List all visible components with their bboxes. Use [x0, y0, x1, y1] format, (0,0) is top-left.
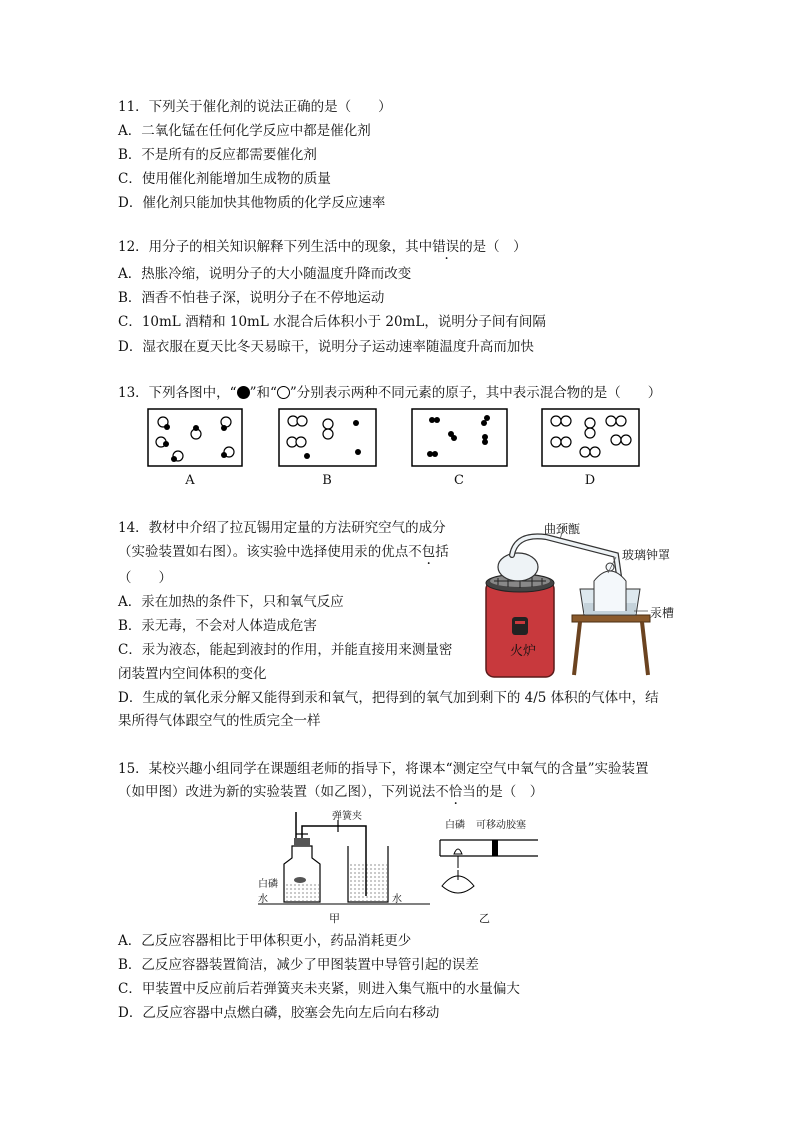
- retort-label: 曲颈甑: [544, 522, 581, 536]
- q15-stem-line1: 15．某校兴趣小组同学在课题组老师的指导下，将课本“测定空气中氧气的含量”实验装置: [118, 761, 649, 777]
- q11-stem: 11．下列关于催化剂的说法正确的是（ ）: [118, 99, 392, 115]
- q11-option-c: C．使用催化剂能增加生成物的质量: [118, 171, 331, 187]
- q13-stem: 13．下列各图中，“ ”和“ ”分别表示两种不同元素的原子，其中表示混合物的是（ ）: [118, 385, 662, 401]
- q11-option-d: D．催化剂只能加快其他物质的化学反应速率: [118, 195, 386, 211]
- q14-option-a: A．汞在加热的条件下，只和氧气反应: [118, 594, 344, 610]
- diagram-a-label: A: [185, 473, 195, 488]
- q14-stem-line2: （实验装置如右图）。该实验中选择使用汞的优点不包括: [118, 544, 449, 560]
- q11-option-a: A．二氧化锰在任何化学反应中都是催化剂: [118, 123, 371, 139]
- furnace: [486, 574, 554, 677]
- q15-option-b: B．乙反应容器装置简洁，减少了甲图装置中导管引起的误差: [118, 957, 479, 973]
- mercury-trough-label: 汞槽: [650, 606, 675, 620]
- q15-stem-line2: （如甲图）改进为新的实验装置（如乙图），下列说法不恰当的是（ ）: [118, 784, 544, 800]
- q12-option-a: A．热胀冷缩，说明分子的大小随温度升降而改变: [118, 266, 412, 282]
- diagram-d-label: D: [584, 473, 596, 488]
- diagram-c: [412, 409, 507, 466]
- bell-jar-label: 玻璃钟罩: [622, 548, 671, 562]
- q14-emphasis: 不包括: [408, 544, 449, 560]
- q12-emphasis: 错误: [432, 239, 460, 255]
- q12-option-d: D．湿衣服在夏天比冬天易晾干，说明分子运动速率随温度升高而加快: [118, 339, 534, 355]
- clamp-label: 弹簧夹: [332, 811, 362, 822]
- diagram-d: [542, 409, 639, 466]
- diagram-a: [148, 409, 242, 466]
- q14-option-d-cont: 果所得气体跟空气的性质完全一样: [118, 713, 321, 729]
- figure-jia-label: 甲: [329, 912, 340, 925]
- q14-option-c: C．汞为液态，能起到液封的作用，并能直接用来测量密: [118, 642, 453, 658]
- water-label-jia: 水: [258, 894, 268, 905]
- apparatus-yi: [440, 840, 538, 893]
- q14-stem-line1: 14．教材中介绍了拉瓦锡用定量的方法研究空气的成分: [118, 520, 446, 536]
- furnace-label: 火炉: [510, 644, 537, 659]
- q15-emphasis: 不恰当: [435, 784, 476, 800]
- diagram-b-label: B: [322, 473, 332, 488]
- movable-plug-label: 可移动胶塞: [476, 820, 526, 831]
- white-phosphorus-label-jia: 白磷: [258, 879, 278, 890]
- q12-option-c: C．10mL 酒精和 10mL 水混合后体积小于 20mL，说明分子间有间隔: [118, 314, 546, 330]
- apparatus-jia: [258, 812, 430, 904]
- q15-option-c: C．甲装置中反应前后若弹簧夹未夹紧，则进入集气瓶中的水量偏大: [118, 981, 520, 997]
- q14-option-b: B．汞无毒，不会对人体造成危害: [118, 618, 317, 634]
- white-phosphorus-label-yi: 白磷: [445, 820, 465, 831]
- q14-option-c-cont: 闭装置内空间体积的变化: [118, 666, 267, 682]
- q12-option-b: B．酒香不怕巷子深，说明分子在不停地运动: [118, 290, 385, 306]
- q14-stem-line3: （ ）: [118, 570, 172, 586]
- q11-option-b: B．不是所有的反应都需要催化剂: [118, 147, 317, 163]
- q15-option-a: A．乙反应容器相比于甲体积更小，药品消耗更少: [118, 933, 412, 949]
- diagram-c-label: C: [454, 473, 464, 488]
- stand: [572, 615, 650, 675]
- figure-yi-label: 乙: [479, 912, 490, 925]
- q12-stem: 12．用分子的相关知识解释下列生活中的现象，其中错误的是（ ）: [118, 239, 527, 255]
- diagram-b: [279, 409, 376, 466]
- q14-option-d: D．生成的氧化汞分解又能得到汞和氧气，把得到的氧气加到剩下的 4/5 体积的气体中，结: [118, 690, 659, 706]
- lavoisier-apparatus-figure: [476, 515, 676, 683]
- water-label-beaker: 水: [392, 894, 402, 905]
- q15-option-d: D．乙反应容器中点燃白磷，胶塞会先向左后向右移动: [118, 1005, 440, 1021]
